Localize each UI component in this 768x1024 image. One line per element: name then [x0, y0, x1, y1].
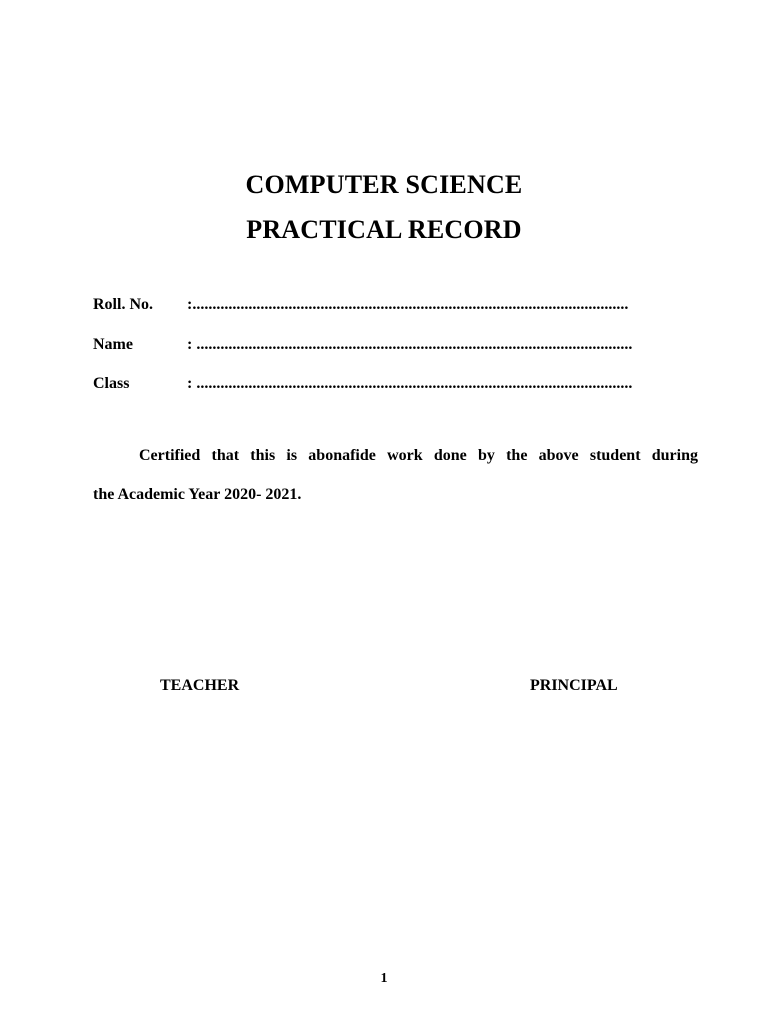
document-title-line-2: PRACTICAL RECORD	[246, 215, 522, 244]
name-blank: : .............................................................................................................	[187, 336, 633, 353]
roll-number-row	[93, 296, 698, 320]
name-row	[93, 336, 698, 360]
class-row	[93, 375, 698, 399]
certificate-text-line-2: the Academic Year 2020- 2021.	[93, 486, 302, 503]
certificate-text-line-1: Certified that this is abonafide work done by the above student during	[139, 447, 698, 464]
teacher-signature-label: TEACHER	[160, 677, 240, 694]
class-blank: : .............................................................................................................	[187, 375, 633, 392]
roll-number-blank: :.............................................................................................................	[187, 296, 629, 313]
page-number: 1	[380, 971, 388, 986]
roll-number-label: Roll. No.	[93, 296, 153, 313]
document-title-line-1: COMPUTER SCIENCE	[245, 170, 523, 199]
class-label: Class	[93, 375, 130, 392]
principal-signature-label: PRINCIPAL	[530, 677, 618, 694]
name-label: Name	[93, 336, 133, 353]
